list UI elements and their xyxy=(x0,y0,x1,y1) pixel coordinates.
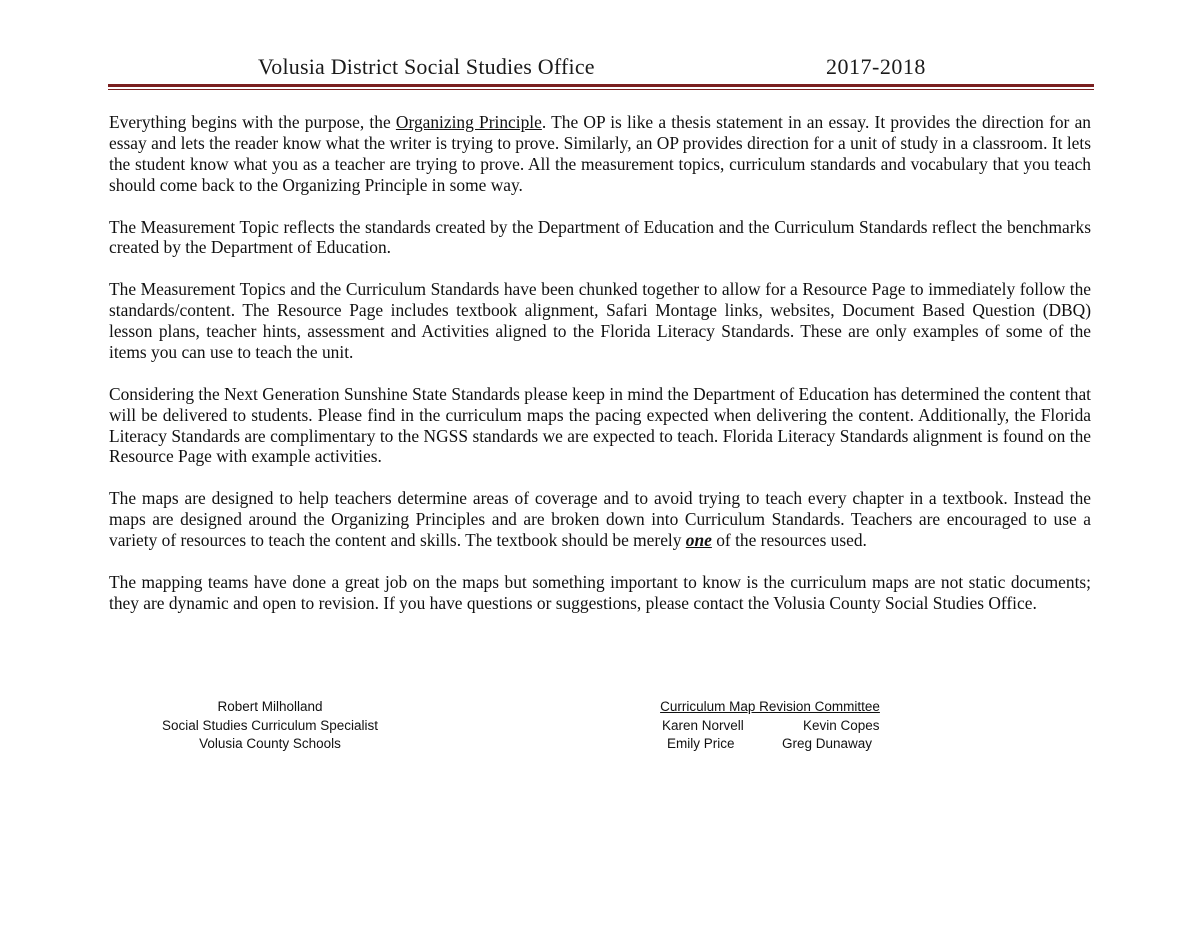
paragraph-text: The maps are designed to help teachers determine areas of coverage and to avoid trying to teach every chapter in a textbook. Instead the maps are designed around the Organizing Principles and are broken down into Curriculum Standards. Teachers are encouraged to use a variety of resources to teach the content and skills. The textbook should be merely xyxy=(109,488,1091,551)
committee-member: Kevin Copes xyxy=(803,717,880,733)
header-year: 2017-2018 xyxy=(826,54,926,79)
committee-row xyxy=(640,735,900,754)
page-header xyxy=(108,54,1094,86)
header-rule-thin xyxy=(108,89,1094,90)
signature-org: Volusia County Schools xyxy=(199,736,341,751)
committee-member: Greg Dunaway xyxy=(782,736,873,751)
header-title: Volusia District Social Studies Office xyxy=(258,54,595,79)
emphasis-one: one xyxy=(685,530,712,551)
header-rule-thick xyxy=(108,84,1094,87)
paragraph-measurement-topic: The Measurement Topic reflects the standards created by the Department of Education and the Curriculum Standards reflect the benchmarks created by the Department of Education. xyxy=(109,216,1091,258)
committee-title: Curriculum Map Revision Committee xyxy=(660,699,880,714)
organizing-principle-term: Organizing Principle xyxy=(395,112,542,132)
committee-member: Karen Norvell xyxy=(662,717,744,733)
document-body xyxy=(109,112,1091,635)
committee-member: Emily Price xyxy=(667,736,735,751)
paragraph-text: . The OP is like a thesis statement in an essay. It provides the direction for an essay and lets the reader know what the writer is trying to prove. Similarly, an OP provides direction for a unit of study in a classroom. It lets the student know what you as a teacher are trying to prove. All the measurement topics, curriculum standards and vocabulary that you teach should come back to the Organizing Principle in some way. xyxy=(109,112,1091,195)
paragraph-mapping-teams: The mapping teams have done a great job on the maps but something important to know is the curriculum maps are not static documents; they are dynamic and open to revision. If you have questions or suggestions, please contact the Volusia County Social Studies Office. xyxy=(109,571,1091,613)
paragraph-organizing-principle xyxy=(109,112,1091,196)
paragraph-text: Everything begins with the purpose, the xyxy=(109,112,396,132)
signature-name: Robert Milholland xyxy=(217,699,323,714)
paragraph-ngsss: Considering the Next Generation Sunshine State Standards please keep in mind the Department of Education has determined the content that will be delivered to students. Please find in the curriculum maps the pacing expected when delivering the content. Additionally, the Florida Literacy Standards are complimentary to the NGSS standards we are expected to teach. Florida Literacy Standards alignment is found on the Resource Page with example activities. xyxy=(109,383,1091,467)
paragraph-maps-design xyxy=(109,488,1091,551)
committee-row xyxy=(640,717,900,736)
committee-block xyxy=(640,698,900,754)
paragraph-resource-page: The Measurement Topics and the Curriculum Standards have been chunked together to allow for a Resource Page to immediately follow the standards/content. The Resource Page includes textbook alignment, Safari Montage links, websites, Document Based Question (DBQ) lesson plans, teacher hints, assessment and Activities aligned to the Florida Literacy Standards. These are only examples of some of the items you can use to teach the unit. xyxy=(109,279,1091,362)
signature-block xyxy=(130,698,410,754)
paragraph-text: of the resources used. xyxy=(711,530,867,551)
signature-role: Social Studies Curriculum Specialist xyxy=(161,717,379,733)
